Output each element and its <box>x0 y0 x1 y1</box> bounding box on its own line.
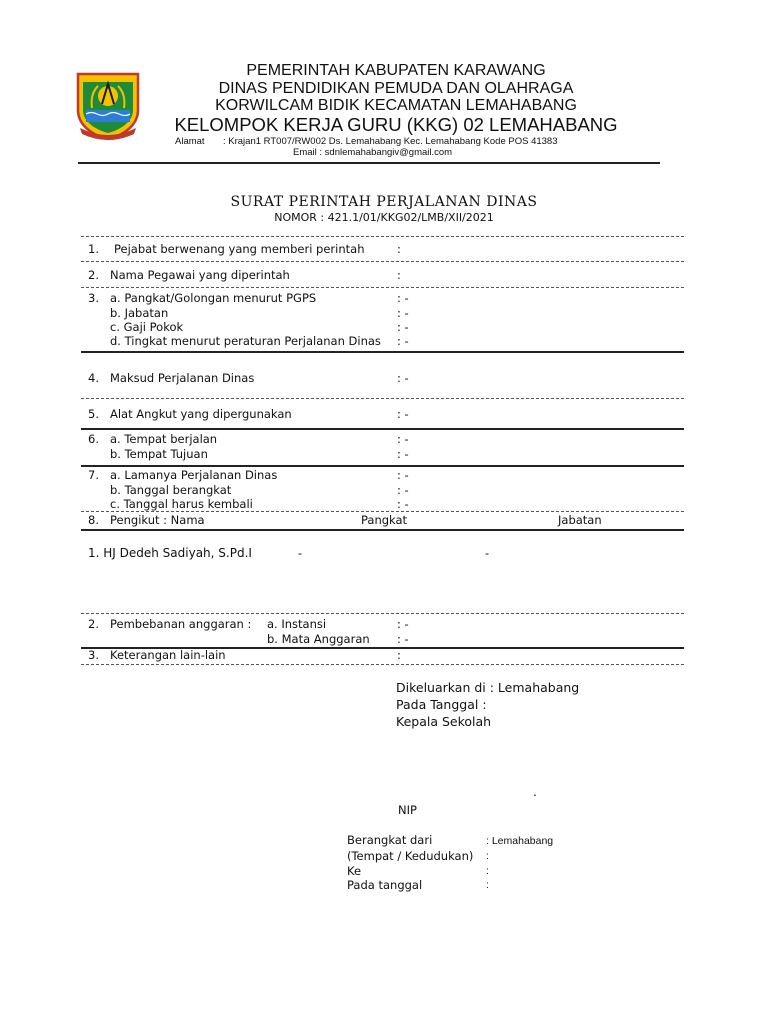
document-number: NOMOR : 421.1/01/KKG02/LMB/XII/2021 <box>274 211 494 224</box>
item-7c-value: : - <box>397 497 409 511</box>
item-3b-value: : - <box>397 306 409 320</box>
berangkat-dari-label: Berangkat dari <box>347 833 433 847</box>
item-3-number: 3. <box>88 291 99 305</box>
header-line-1: PEMERINTAH KABUPATEN KARAWANG <box>246 62 546 79</box>
header-line-4: KELOMPOK KERJA GURU (KKG) 02 LEMAHABANG <box>174 114 618 135</box>
alamat-label: Alamat <box>175 136 205 147</box>
row-divider <box>81 613 684 614</box>
item-3b-label: b. Jabatan <box>110 306 169 320</box>
row-divider <box>81 529 684 531</box>
pada-tanggal-label: Pada tanggal <box>347 878 423 892</box>
item-6a-label: a. Tempat berjalan <box>110 432 218 446</box>
item-3c-value: : - <box>397 320 409 334</box>
item-3d-value: : - <box>397 334 409 348</box>
keterangan-label: Keterangan lain-lain <box>110 648 226 662</box>
item-4-label: Maksud Perjalanan Dinas <box>110 371 255 385</box>
header-divider <box>78 162 660 164</box>
row-divider <box>81 261 684 262</box>
item-5-value: : - <box>397 407 409 421</box>
item-7b-label: b. Tanggal berangkat <box>110 483 232 497</box>
row-divider <box>81 511 684 512</box>
item-7c-label: c. Tanggal harus kembali <box>110 497 253 511</box>
alamat-value: : Krajan1 RT007/RW002 Ds. Lemahabang Kec. Lemahabang Kode POS 41383 <box>223 136 558 147</box>
ke-label: Ke <box>347 864 362 878</box>
keterangan-number: 3. <box>88 648 99 662</box>
signature-dot: . <box>533 785 537 799</box>
keterangan-colon: : <box>397 648 401 662</box>
row-divider <box>81 236 684 237</box>
item-3a-label: a. Pangkat/Golongan menurut PGPS <box>110 291 317 305</box>
item-2-colon: : <box>397 268 401 282</box>
row-divider <box>81 465 684 467</box>
item-8-number: 8. <box>88 513 99 527</box>
item-7b-value: : - <box>397 483 409 497</box>
row-divider <box>81 398 684 399</box>
item-7a-label: a. Lamanya Perjalanan Dinas <box>110 468 278 482</box>
document-title: SURAT PERINTAH PERJALANAN DINAS <box>230 194 538 210</box>
pada-tanggal-value: : <box>486 879 489 891</box>
item-1-number: 1. <box>88 242 99 256</box>
item-6b-label: b. Tempat Tujuan <box>110 447 208 461</box>
item-8-label: Pengikut : Nama <box>110 513 205 527</box>
item-3d-label: d. Tingkat menurut peraturan Perjalanan Dinas <box>110 334 381 348</box>
row-divider <box>81 428 684 430</box>
email-text: Email : sdnlemahabangiv@gmail.com <box>293 147 453 158</box>
instansi-label: a. Instansi <box>267 617 327 631</box>
item-4-value: : - <box>397 371 409 385</box>
item-6a-value: : - <box>397 432 409 446</box>
berangkat-dari-value: : Lemahabang <box>486 835 554 847</box>
item-3a-value: : - <box>397 291 409 305</box>
instansi-value: : - <box>397 617 409 631</box>
item-5-number: 5. <box>88 407 99 421</box>
item-6-number: 6. <box>88 432 99 446</box>
nip-label: NIP <box>398 803 417 817</box>
row-divider <box>81 664 684 665</box>
mata-anggaran-label: b. Mata Anggaran <box>267 632 370 646</box>
follower-1-jabatan: - <box>485 546 490 560</box>
row-divider <box>81 287 684 288</box>
item-1-label: Pejabat berwenang yang memberi perintah <box>114 242 365 256</box>
follower-1-name: 1. HJ Dedeh Sadiyah, S.Pd.I <box>88 546 252 560</box>
item-4-number: 4. <box>88 371 99 385</box>
pada-tanggal: Pada Tanggal : <box>396 697 487 712</box>
row-divider <box>81 351 684 353</box>
item-2-number: 2. <box>88 268 99 282</box>
follower-1-pangkat: - <box>298 546 303 560</box>
item-8-pangkat-header: Pangkat <box>361 513 408 527</box>
item-6b-value: : - <box>397 447 409 461</box>
pembebanan-number: 2. <box>88 617 99 631</box>
tempat-kedudukan-label: (Tempat / Kedudukan) <box>347 849 474 863</box>
item-7-number: 7. <box>88 468 99 482</box>
ke-value: : <box>486 865 489 877</box>
item-1-colon: : <box>397 242 401 256</box>
header-line-2: DINAS PENDIDIKAN PEMUDA DAN OLAHRAGA <box>218 80 574 97</box>
item-7a-value: : - <box>397 468 409 482</box>
dikeluarkan-di: Dikeluarkan di : Lemahabang <box>396 680 580 695</box>
item-3c-label: c. Gaji Pokok <box>110 320 184 334</box>
item-5-label: Alat Angkut yang dipergunakan <box>110 407 292 421</box>
pembebanan-label: Pembebanan anggaran : <box>110 617 252 631</box>
mata-anggaran-value: : - <box>397 632 409 646</box>
kepala-sekolah: Kepala Sekolah <box>396 714 492 729</box>
item-2-label: Nama Pegawai yang diperintah <box>110 268 290 282</box>
tempat-kedudukan-value: : <box>486 850 489 862</box>
item-8-jabatan-header: Jabatan <box>558 513 602 527</box>
header-line-3: KORWILCAM BIDIK KECAMATAN LEMAHABANG <box>215 97 577 114</box>
